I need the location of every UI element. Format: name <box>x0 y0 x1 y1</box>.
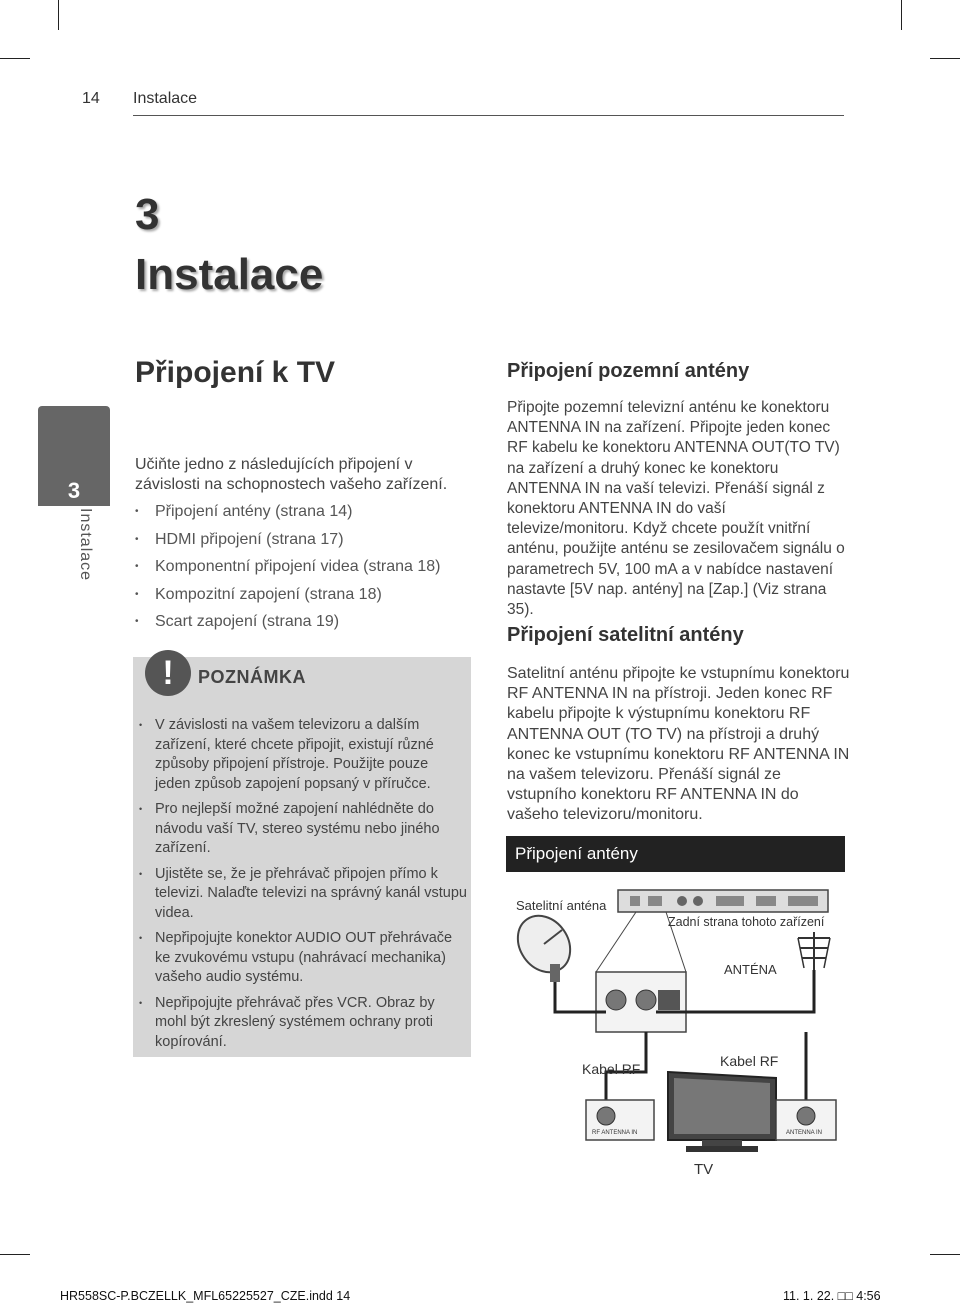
list-item: • Scart zapojení (strana 19) <box>135 612 441 640</box>
device-rear-panel <box>618 890 828 912</box>
note-title: POZNÁMKA <box>198 667 306 687</box>
crop-mark <box>0 1254 30 1255</box>
satellite-dish-icon <box>507 906 581 983</box>
antenna-label: ANTÉNA <box>724 962 777 977</box>
list-item: • Pro nejlepší možné zapojení nahlédněte do návodu vaší TV, stereo systému nebo jiného zařízení. <box>137 800 467 859</box>
crop-mark <box>0 58 30 59</box>
crop-mark <box>930 58 960 59</box>
tv-icon <box>668 1072 776 1152</box>
list-item: • V závislosti na vašem televizoru a dalším zařízení, které chcete připojit, existují různé způsoby připojení přístroje. Použijte pouze jeden způsob zapojení popsaný v příručce. <box>137 716 467 794</box>
footer-date: 11. 1. 22. □□ 4:56 <box>783 1289 881 1303</box>
tv-section-title: Připojení k TV <box>135 356 336 389</box>
list-item: • Komponentní připojení videa (strana 18) <box>135 557 441 585</box>
exclamation-icon: ! <box>145 650 191 696</box>
chapter-title: Instalace <box>135 250 324 299</box>
crop-mark <box>901 0 902 30</box>
satellite-section-text: Satelitní anténu připojte ke vstupnímu konektoru RF ANTENNA IN na přístroji. Jeden konec RF kabelu připojte k výstupnímu konektoru RF ANTENNA OUT (TO TV) na přístroji a druhý konec ke vstupnímu konektoru RF ANTENNA IN na vašem televizoru. Přenáší signál ze vstupního konektoru RF ANTENNA IN do vašeho televizoru/monitoru. <box>507 665 850 824</box>
tv-label: TV <box>694 1161 714 1178</box>
tv-port-closeup-right <box>776 1100 836 1140</box>
list-item: • Kompozitní zapojení (strana 18) <box>135 585 441 613</box>
cable-right-label: Kabel RF <box>720 1053 779 1069</box>
header-rule <box>133 115 844 116</box>
list-item: • Připojení antény (strana 14) <box>135 502 441 530</box>
satellite-label: Satelitní anténa <box>516 898 607 913</box>
rear-panel-label: Zadní strana tohoto zařízení <box>668 915 825 929</box>
connection-list <box>135 502 441 640</box>
side-tab-label: Instalace <box>77 508 94 582</box>
satellite-section-title: Připojení satelitní antény <box>507 624 744 646</box>
crop-mark <box>930 1254 960 1255</box>
crop-mark <box>58 0 59 30</box>
tv-port-left-label: RF ANTENNA IN <box>592 1130 638 1136</box>
footer-file-name: HR558SC-P.BCZELLK_MFL65225527_CZE.indd 14 <box>60 1289 351 1303</box>
tv-port-closeup-left <box>586 1100 654 1140</box>
list-item: • Ujistěte se, že je přehrávač připojen přímo k televizi. Nalaďte televizi na správný kanál vstupu videa. <box>137 865 467 924</box>
list-item: • Nepřipojujte konektor AUDIO OUT přehrávače ke zvukovému vstupu (nahrávací mechanika) vašeho audio systému. <box>137 929 467 988</box>
list-item: • Nepřipojujte přehrávač přes VCR. Obraz by mohl být zkreslený systémem ochrany proti kopírování. <box>137 994 467 1053</box>
list-item: • HDMI připojení (strana 17) <box>135 530 441 558</box>
terrestrial-antenna-icon <box>798 932 830 970</box>
diagram-title: Připojení antény <box>515 844 638 863</box>
antenna-section-text: Připojte pozemní televizní anténu ke konektoru ANTENNA IN na zařízení. Připojte jeden konec RF kabelu ke konektoru ANTENNA OUT(TO TV) na zařízení a druhý konec ke konektoru ANTENNA IN na vaší televizi. Přenáší signál z konektoru ANTENNA IN do vaší televize/monitoru. Když chcete použít vnitřní anténu, použijte anténu se zesilovačem signálu o parametrech 5V, 100 mA a v nabídce nastavení nastavte [5V nap. antény] na [Zap.] (Viz strana 35). <box>507 399 845 619</box>
antenna-section-title: Připojení pozemní antény <box>507 360 750 382</box>
device-connector-closeup <box>596 912 686 1032</box>
tv-port-right-label: ANTENNA IN <box>786 1130 823 1136</box>
tv-section-intro: Učiňte jedno z následujících připojení v závislosti na schopnostech vašeho zařízení. <box>135 456 448 493</box>
side-tab-number: 3 <box>67 478 81 503</box>
diagram-header <box>506 836 845 872</box>
header-section-title: Instalace <box>133 90 198 107</box>
cable-left-label: Kabel RF <box>582 1061 641 1077</box>
note-list <box>137 716 467 1058</box>
antenna-connection-diagram <box>506 872 846 1196</box>
page-number: 14 <box>82 90 100 107</box>
chapter-number: 3 <box>135 190 160 239</box>
